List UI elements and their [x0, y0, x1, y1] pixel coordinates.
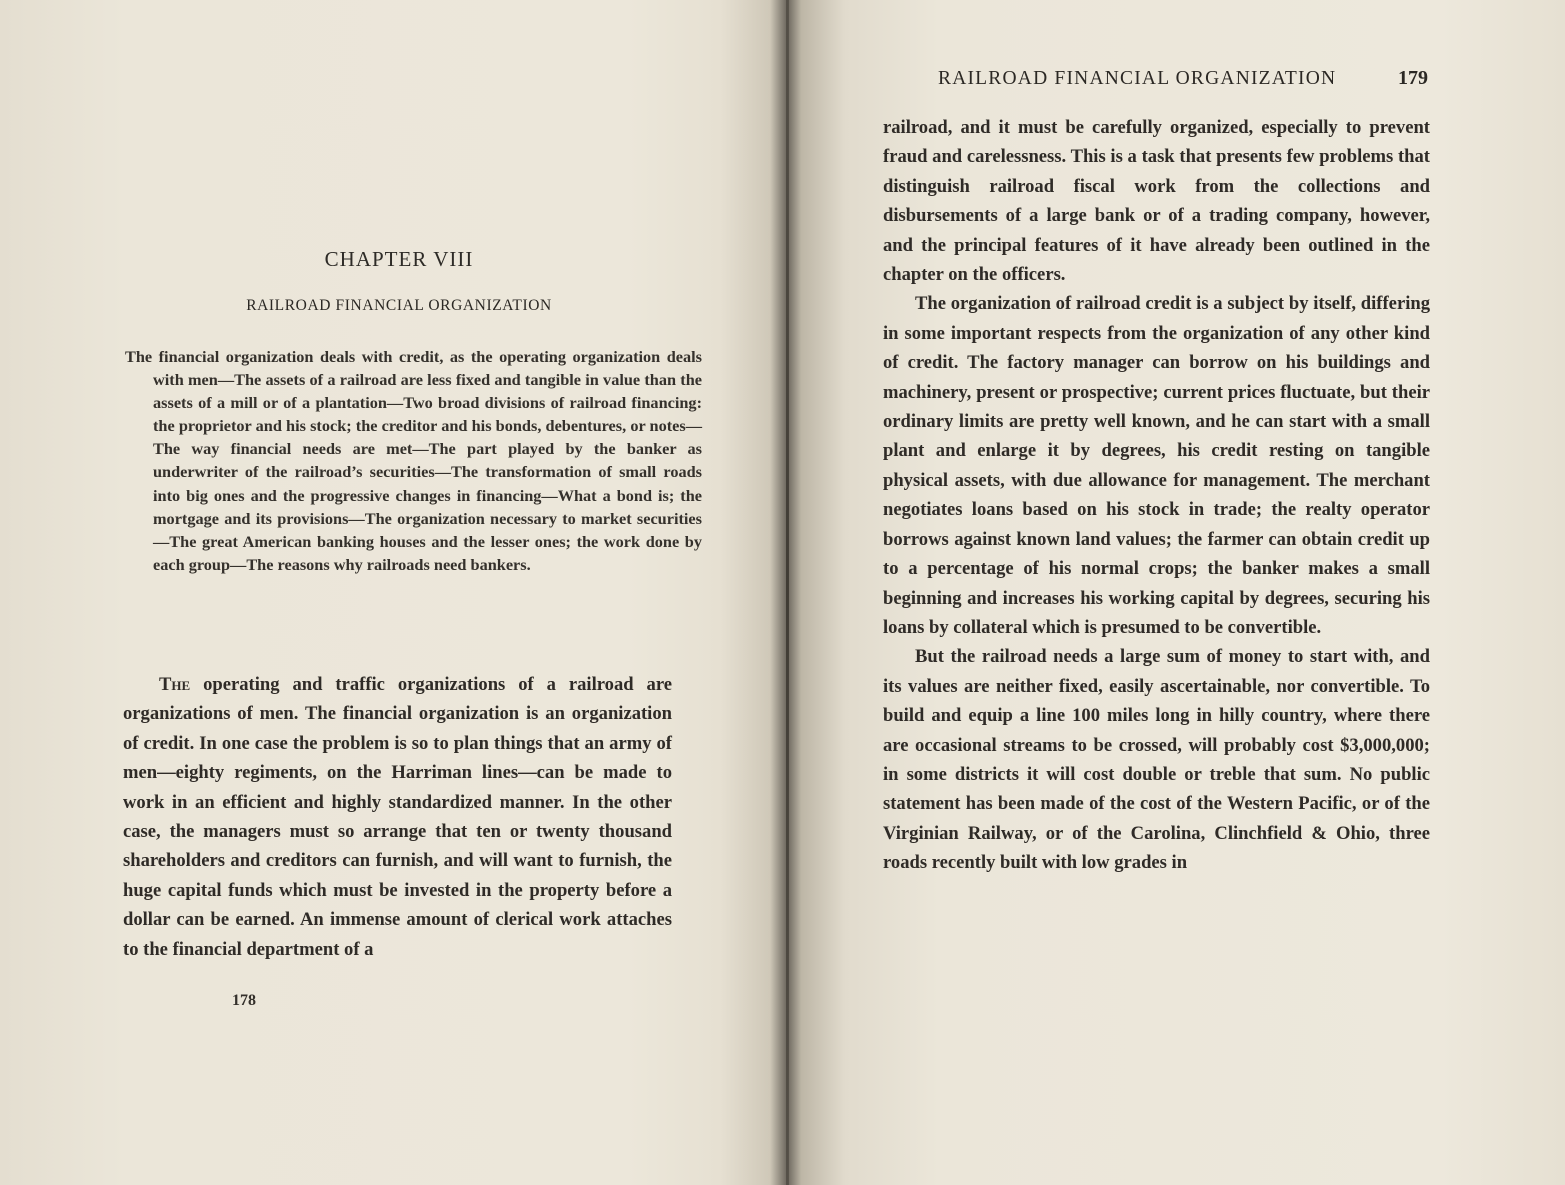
running-head: RAILROAD FINANCIAL ORGANIZATION — [938, 68, 1337, 89]
paragraph: railroad, and it must be carefully organized, especially to prevent fraud and carelessness. This is a task that presents few problems that distinguish railroad fiscal work from the collections and disbursements of a large bank or of a trading company, however, and the principal features of it have already been outlined in the chapter on the officers. — [883, 117, 1430, 286]
paragraph: But the railroad needs a large sum of money to start with, and its values are neither fixed, easily ascertainable, nor convertible. To build and equip a line 100 miles long in hilly country, where there are occasional streams to be crossed, will probably cost $3,000,000; in some districts it will cost double or treble that sum. No public statement has been made of the cost of the Western Pacific, or of the Virginian Railway, or of the Carolina, Clinchfield & Ohio, three roads recently built with low grades in — [883, 646, 1430, 874]
chapter-title: RAILROAD FINANCIAL ORGANIZATION — [246, 297, 552, 314]
paragraph: The organization of railroad credit is a subject by itself, differing in some important respects from the organization of any other kind of credit. The factory manager can borrow on his buildings and machinery, present or prospective; current prices fluctuate, but their ordinary limits are pretty well known, and he can start with a small plant and enlarge it by degrees, his credit resting on tangible physical assets, with due allowance for management. The merchant negotiates loans based on his stock in trade; the realty operator borrows against known land values; the farmer can obtain credit up to a percentage of his normal crops; the banker makes a small beginning and increases his working capital by degrees, securing his loans by collateral which is presumed to be convertible. — [883, 293, 1430, 638]
chapter-summary: The financial organization deals with credit, as the operating organization deals with men—The assets of a railroad are less fixed and tangible in value than the assets of a mill or of a plantation—Two broad divisions of railroad financing: the proprietor and his stock; the creditor and his bonds, debentures, or notes—The way financial needs are met—The part played by the banker as underwriter of the railroad’s securities—The transformation of small roads into big ones and the progressive changes in financing—What a bond is; the mortgage and its provisions—The organization necessary to market securities—The great American banking houses and the lesser ones; the work done by each group—The reasons why railroads need bankers. — [125, 347, 702, 574]
paragraph-text: operating and traffic organizations of a railroad are organizations of men. The financial organization is an organization of credit. In one case the problem is so to plan things that an army of men—eighty regiments, on the Harriman lines—can be made to work in an efficient and highly standardized manner. In the other case, the managers must so arrange that ten or twenty thousand shareholders and creditors can furnish, and will want to furnish, the huge capital funds which must be invested in the property before a dollar can be earned. An immense amount of clerical work attaches to the financial department of a — [123, 674, 672, 960]
left-page — [0, 0, 780, 1185]
body-paragraph — [123, 670, 672, 964]
page-number: 179 — [1398, 67, 1428, 89]
chapter-number: CHAPTER VIII — [324, 247, 474, 271]
book-spine — [786, 0, 789, 1185]
paragraph-lead-word: The — [159, 674, 191, 695]
page-number: 178 — [232, 992, 256, 1009]
body-text — [883, 113, 1430, 878]
right-page — [795, 0, 1565, 1185]
